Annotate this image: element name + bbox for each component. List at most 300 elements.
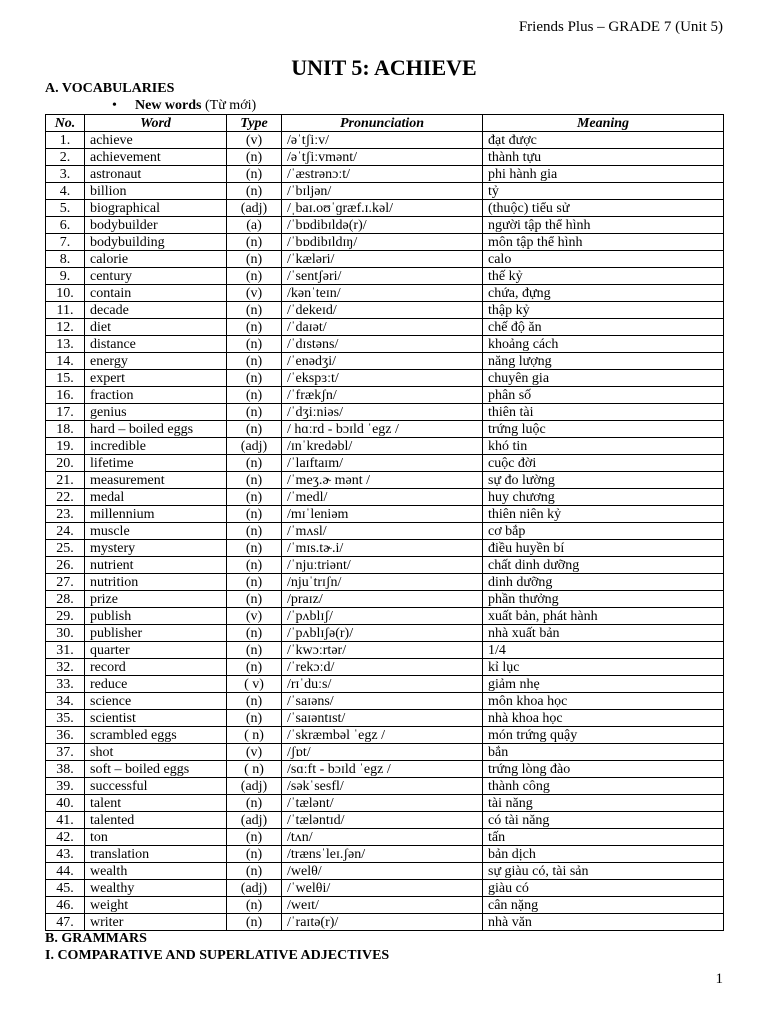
cell-pronunciation: /əˈtʃiːvmənt/: [282, 149, 483, 166]
cell-pronunciation: /ˈdaɪət/: [282, 319, 483, 336]
subsection-heading-comparative: I. COMPARATIVE AND SUPERLATIVE ADJECTIVES: [45, 948, 390, 963]
page-title: UNIT 5: ACHIEVE: [291, 55, 477, 80]
cell-pronunciation: /ˈtæləntɪd/: [282, 812, 483, 829]
cell-word: translation: [85, 846, 227, 863]
cell-pronunciation: /ˈmʌsl/: [282, 523, 483, 540]
cell-type: ( n): [227, 727, 282, 744]
cell-number: 43.: [46, 846, 85, 863]
cell-number: 23.: [46, 506, 85, 523]
cell-meaning: xuất bản, phát hành: [483, 608, 724, 625]
table-row: [46, 676, 724, 693]
table-row: [46, 353, 724, 370]
cell-meaning: kỉ lục: [483, 659, 724, 676]
table-row: [46, 166, 724, 183]
cell-word: scientist: [85, 710, 227, 727]
cell-pronunciation: /weɪt/: [282, 897, 483, 914]
cell-word: expert: [85, 370, 227, 387]
cell-type: ( n): [227, 761, 282, 778]
cell-pronunciation: /ʃɒt/: [282, 744, 483, 761]
cell-pronunciation: /ˈpʌblɪʃ/: [282, 608, 483, 625]
cell-word: achieve: [85, 132, 227, 149]
cell-number: 13.: [46, 336, 85, 353]
cell-number: 46.: [46, 897, 85, 914]
cell-type: (n): [227, 693, 282, 710]
cell-word: talent: [85, 795, 227, 812]
cell-number: 19.: [46, 438, 85, 455]
cell-number: 7.: [46, 234, 85, 251]
cell-meaning: calo: [483, 251, 724, 268]
cell-meaning: trứng lòng đào: [483, 761, 724, 778]
cell-meaning: nhà văn: [483, 914, 724, 931]
cell-word: talented: [85, 812, 227, 829]
cell-pronunciation: /rɪˈduːs/: [282, 676, 483, 693]
cell-word: millennium: [85, 506, 227, 523]
table-row: [46, 183, 724, 200]
cell-meaning: cơ bắp: [483, 523, 724, 540]
table-row: [46, 863, 724, 880]
cell-pronunciation: /ˈæstrənɔːt/: [282, 166, 483, 183]
cell-meaning: khó tin: [483, 438, 724, 455]
cell-meaning: thành tựu: [483, 149, 724, 166]
cell-pronunciation: /ˈrekɔːd/: [282, 659, 483, 676]
cell-meaning: thế kỷ: [483, 268, 724, 285]
cell-pronunciation: /ˈkwɔːrtər/: [282, 642, 483, 659]
cell-pronunciation: /ˈdekeɪd/: [282, 302, 483, 319]
table-row: [46, 506, 724, 523]
cell-type: (adj): [227, 438, 282, 455]
cell-type: (n): [227, 319, 282, 336]
cell-number: 47.: [46, 914, 85, 931]
bullet-icon: •: [112, 98, 117, 113]
cell-word: wealthy: [85, 880, 227, 897]
cell-type: (a): [227, 217, 282, 234]
cell-pronunciation: /ˈsaɪəns/: [282, 693, 483, 710]
table-row: [46, 693, 724, 710]
table-row: [46, 132, 724, 149]
cell-type: ( v): [227, 676, 282, 693]
table-row: [46, 829, 724, 846]
cell-pronunciation: /ˈpʌblɪʃə(r)/: [282, 625, 483, 642]
cell-meaning: huy chương: [483, 489, 724, 506]
new-words-note: (Từ mới): [201, 98, 257, 113]
cell-meaning: khoảng cách: [483, 336, 724, 353]
column-header-type: Type: [227, 115, 282, 132]
table-row: [46, 625, 724, 642]
cell-word: century: [85, 268, 227, 285]
table-row: [46, 778, 724, 795]
cell-number: 3.: [46, 166, 85, 183]
table-row: [46, 421, 724, 438]
cell-meaning: giàu có: [483, 880, 724, 897]
cell-meaning: năng lượng: [483, 353, 724, 370]
cell-word: publisher: [85, 625, 227, 642]
cell-number: 36.: [46, 727, 85, 744]
cell-type: (n): [227, 846, 282, 863]
cell-word: astronaut: [85, 166, 227, 183]
cell-word: medal: [85, 489, 227, 506]
cell-type: (n): [227, 506, 282, 523]
cell-pronunciation: /ˈskræmbəl ˈegz /: [282, 727, 483, 744]
cell-type: (n): [227, 421, 282, 438]
table-row: [46, 319, 724, 336]
cell-pronunciation: /ˈbɒdibɪldə(r)/: [282, 217, 483, 234]
cell-word: reduce: [85, 676, 227, 693]
cell-type: (n): [227, 234, 282, 251]
cell-type: (n): [227, 625, 282, 642]
cell-number: 11.: [46, 302, 85, 319]
table-row: [46, 404, 724, 421]
cell-type: (n): [227, 336, 282, 353]
new-words-label: [135, 98, 256, 114]
cell-pronunciation: /ˈmeʒ.ɚ mənt /: [282, 472, 483, 489]
table-row: [46, 200, 724, 217]
column-header-no: No.: [46, 115, 85, 132]
table-row: [46, 795, 724, 812]
cell-pronunciation: /ˈmɪs.tɚ.i/: [282, 540, 483, 557]
cell-meaning: món trứng quậy: [483, 727, 724, 744]
cell-pronunciation: /mɪˈleniəm: [282, 506, 483, 523]
cell-meaning: nhà xuất bản: [483, 625, 724, 642]
cell-number: 1.: [46, 132, 85, 149]
cell-meaning: chế độ ăn: [483, 319, 724, 336]
cell-word: energy: [85, 353, 227, 370]
cell-word: lifetime: [85, 455, 227, 472]
cell-meaning: môn khoa học: [483, 693, 724, 710]
cell-word: wealth: [85, 863, 227, 880]
cell-number: 12.: [46, 319, 85, 336]
table-row: [46, 268, 724, 285]
cell-meaning: tỷ: [483, 183, 724, 200]
cell-type: (n): [227, 574, 282, 591]
cell-meaning: bản dịch: [483, 846, 724, 863]
cell-type: (n): [227, 659, 282, 676]
table-row: [46, 710, 724, 727]
cell-meaning: chất dinh dưỡng: [483, 557, 724, 574]
cell-number: 30.: [46, 625, 85, 642]
cell-type: (n): [227, 268, 282, 285]
table-row: [46, 455, 724, 472]
cell-number: 31.: [46, 642, 85, 659]
cell-word: achievement: [85, 149, 227, 166]
cell-pronunciation: /ˈenədʒi/: [282, 353, 483, 370]
cell-number: 32.: [46, 659, 85, 676]
cell-number: 15.: [46, 370, 85, 387]
cell-meaning: bắn: [483, 744, 724, 761]
cell-number: 25.: [46, 540, 85, 557]
cell-pronunciation: /ˈraɪtə(r)/: [282, 914, 483, 931]
cell-word: ton: [85, 829, 227, 846]
cell-number: 18.: [46, 421, 85, 438]
cell-number: 4.: [46, 183, 85, 200]
cell-meaning: môn tập thể hình: [483, 234, 724, 251]
cell-type: (adj): [227, 778, 282, 795]
cell-meaning: trứng luộc: [483, 421, 724, 438]
cell-type: (v): [227, 608, 282, 625]
cell-number: 9.: [46, 268, 85, 285]
cell-number: 39.: [46, 778, 85, 795]
table-row: [46, 336, 724, 353]
cell-number: 8.: [46, 251, 85, 268]
cell-word: decade: [85, 302, 227, 319]
table-row: [46, 744, 724, 761]
cell-number: 27.: [46, 574, 85, 591]
cell-number: 21.: [46, 472, 85, 489]
cell-type: (n): [227, 863, 282, 880]
cell-meaning: sự đo lường: [483, 472, 724, 489]
cell-pronunciation: /sɑːft - bɔɪld ˈegz /: [282, 761, 483, 778]
cell-number: 26.: [46, 557, 85, 574]
table-row: [46, 285, 724, 302]
table-row: [46, 761, 724, 778]
cell-meaning: thập kỷ: [483, 302, 724, 319]
cell-type: (n): [227, 251, 282, 268]
cell-meaning: điều huyền bí: [483, 540, 724, 557]
cell-pronunciation: /ˈsaɪəntɪst/: [282, 710, 483, 727]
cell-pronunciation: /trænsˈleɪ.ʃən/: [282, 846, 483, 863]
cell-meaning: đạt được: [483, 132, 724, 149]
table-row: [46, 642, 724, 659]
cell-number: 41.: [46, 812, 85, 829]
cell-number: 6.: [46, 217, 85, 234]
cell-type: (n): [227, 523, 282, 540]
cell-pronunciation: /njuˈtrɪʃn/: [282, 574, 483, 591]
cell-word: mystery: [85, 540, 227, 557]
cell-number: 45.: [46, 880, 85, 897]
table-row: [46, 217, 724, 234]
cell-word: distance: [85, 336, 227, 353]
cell-word: nutrient: [85, 557, 227, 574]
table-row: [46, 370, 724, 387]
cell-type: (n): [227, 302, 282, 319]
cell-type: (n): [227, 795, 282, 812]
table-row: [46, 302, 724, 319]
section-heading-vocabularies: A. VOCABULARIES: [45, 81, 175, 96]
cell-meaning: có tài năng: [483, 812, 724, 829]
cell-pronunciation: /ˈnjuːtriənt/: [282, 557, 483, 574]
table-row: [46, 523, 724, 540]
cell-word: scrambled eggs: [85, 727, 227, 744]
cell-word: calorie: [85, 251, 227, 268]
cell-meaning: dinh dưỡng: [483, 574, 724, 591]
cell-type: (n): [227, 489, 282, 506]
cell-word: nutrition: [85, 574, 227, 591]
cell-type: (n): [227, 897, 282, 914]
table-row: [46, 914, 724, 931]
section-heading-grammars: B. GRAMMARS: [45, 931, 147, 946]
cell-number: 14.: [46, 353, 85, 370]
cell-meaning: chuyên gia: [483, 370, 724, 387]
cell-pronunciation: /ˈmedl/: [282, 489, 483, 506]
page-number: 1: [715, 971, 723, 987]
cell-pronunciation: /ˈfrækʃn/: [282, 387, 483, 404]
cell-word: record: [85, 659, 227, 676]
cell-meaning: giảm nhẹ: [483, 676, 724, 693]
table-row: [46, 557, 724, 574]
cell-pronunciation: /tʌn/: [282, 829, 483, 846]
cell-number: 28.: [46, 591, 85, 608]
cell-number: 44.: [46, 863, 85, 880]
table-header-row: [46, 115, 724, 132]
table-row: [46, 659, 724, 676]
cell-pronunciation: /ˈbɪljən/: [282, 183, 483, 200]
table-row: [46, 149, 724, 166]
cell-pronunciation: /ˈlaɪftaɪm/: [282, 455, 483, 472]
cell-type: (n): [227, 710, 282, 727]
cell-number: 42.: [46, 829, 85, 846]
cell-word: fraction: [85, 387, 227, 404]
cell-meaning: tấn: [483, 829, 724, 846]
table-row: [46, 234, 724, 251]
cell-meaning: người tập thể hình: [483, 217, 724, 234]
cell-number: 20.: [46, 455, 85, 472]
cell-type: (n): [227, 914, 282, 931]
cell-word: measurement: [85, 472, 227, 489]
cell-pronunciation: /kənˈteɪn/: [282, 285, 483, 302]
vocabulary-table-body: [46, 132, 724, 931]
cell-number: 10.: [46, 285, 85, 302]
cell-type: (n): [227, 829, 282, 846]
cell-meaning: cuộc đời: [483, 455, 724, 472]
cell-meaning: nhà khoa học: [483, 710, 724, 727]
cell-pronunciation: /ɪnˈkredəbl/: [282, 438, 483, 455]
cell-number: 29.: [46, 608, 85, 625]
cell-word: shot: [85, 744, 227, 761]
cell-pronunciation: /səkˈsesfl/: [282, 778, 483, 795]
cell-word: bodybuilding: [85, 234, 227, 251]
table-row: [46, 591, 724, 608]
cell-pronunciation: /ˈdʒiːniəs/: [282, 404, 483, 421]
cell-number: 38.: [46, 761, 85, 778]
cell-meaning: phân số: [483, 387, 724, 404]
table-row: [46, 727, 724, 744]
cell-pronunciation: /ˈkæləri/: [282, 251, 483, 268]
table-row: [46, 880, 724, 897]
cell-number: 5.: [46, 200, 85, 217]
cell-meaning: chứa, đựng: [483, 285, 724, 302]
table-row: [46, 438, 724, 455]
cell-word: hard – boiled eggs: [85, 421, 227, 438]
cell-type: (n): [227, 455, 282, 472]
table-row: [46, 387, 724, 404]
cell-pronunciation: /ˈbɒdibɪldɪŋ/: [282, 234, 483, 251]
cell-word: prize: [85, 591, 227, 608]
document-header: Friends Plus – GRADE 7 (Unit 5): [518, 19, 723, 35]
cell-meaning: sự giàu có, tài sản: [483, 863, 724, 880]
cell-type: (n): [227, 166, 282, 183]
table-row: [46, 489, 724, 506]
table-row: [46, 897, 724, 914]
cell-type: (v): [227, 132, 282, 149]
cell-pronunciation: /ˈdɪstəns/: [282, 336, 483, 353]
column-header-meaning: Meaning: [483, 115, 724, 132]
cell-number: 16.: [46, 387, 85, 404]
cell-meaning: thành công: [483, 778, 724, 795]
table-row: [46, 472, 724, 489]
cell-number: 24.: [46, 523, 85, 540]
cell-number: 37.: [46, 744, 85, 761]
cell-word: science: [85, 693, 227, 710]
cell-pronunciation: /əˈtʃiːv/: [282, 132, 483, 149]
cell-meaning: phần thưởng: [483, 591, 724, 608]
cell-pronunciation: /welθ/: [282, 863, 483, 880]
cell-type: (n): [227, 183, 282, 200]
cell-word: soft – boiled eggs: [85, 761, 227, 778]
cell-word: quarter: [85, 642, 227, 659]
cell-pronunciation: / hɑːrd - bɔɪld ˈegz /: [282, 421, 483, 438]
cell-pronunciation: /praɪz/: [282, 591, 483, 608]
column-header-pronunciation: Pronunciation: [282, 115, 483, 132]
new-words-bold: New words: [135, 98, 202, 113]
cell-meaning: (thuộc) tiểu sử: [483, 200, 724, 217]
cell-meaning: tài năng: [483, 795, 724, 812]
cell-number: 2.: [46, 149, 85, 166]
cell-word: diet: [85, 319, 227, 336]
table-row: [46, 251, 724, 268]
cell-type: (adj): [227, 812, 282, 829]
cell-word: publish: [85, 608, 227, 625]
cell-type: (n): [227, 149, 282, 166]
cell-word: contain: [85, 285, 227, 302]
cell-pronunciation: /ˌbaɪ.oʊˈɡræf.ɪ.kəl/: [282, 200, 483, 217]
cell-type: (n): [227, 591, 282, 608]
cell-word: incredible: [85, 438, 227, 455]
cell-number: 34.: [46, 693, 85, 710]
cell-type: (n): [227, 557, 282, 574]
cell-type: (n): [227, 472, 282, 489]
cell-type: (v): [227, 744, 282, 761]
cell-type: (n): [227, 642, 282, 659]
cell-word: successful: [85, 778, 227, 795]
cell-pronunciation: /ˈsentʃəri/: [282, 268, 483, 285]
table-row: [46, 608, 724, 625]
cell-word: bodybuilder: [85, 217, 227, 234]
cell-word: muscle: [85, 523, 227, 540]
cell-meaning: cân nặng: [483, 897, 724, 914]
cell-pronunciation: /ˈtælənt/: [282, 795, 483, 812]
cell-type: (n): [227, 404, 282, 421]
cell-pronunciation: /ˈekspɜːt/: [282, 370, 483, 387]
cell-type: (n): [227, 387, 282, 404]
cell-type: (n): [227, 540, 282, 557]
column-header-word: Word: [85, 115, 227, 132]
cell-type: (adj): [227, 880, 282, 897]
cell-word: genius: [85, 404, 227, 421]
table-row: [46, 574, 724, 591]
cell-number: 22.: [46, 489, 85, 506]
table-row: [46, 812, 724, 829]
cell-meaning: 1/4: [483, 642, 724, 659]
table-row: [46, 846, 724, 863]
cell-number: 40.: [46, 795, 85, 812]
cell-number: 35.: [46, 710, 85, 727]
cell-type: (v): [227, 285, 282, 302]
cell-type: (adj): [227, 200, 282, 217]
table-row: [46, 540, 724, 557]
cell-word: biographical: [85, 200, 227, 217]
cell-type: (n): [227, 370, 282, 387]
cell-meaning: phi hành gia: [483, 166, 724, 183]
cell-type: (n): [227, 353, 282, 370]
cell-meaning: thiên niên kỷ: [483, 506, 724, 523]
cell-word: weight: [85, 897, 227, 914]
cell-number: 33.: [46, 676, 85, 693]
cell-word: writer: [85, 914, 227, 931]
cell-pronunciation: /ˈwelθi/: [282, 880, 483, 897]
vocabulary-table: [45, 114, 724, 931]
cell-word: billion: [85, 183, 227, 200]
cell-number: 17.: [46, 404, 85, 421]
cell-meaning: thiên tài: [483, 404, 724, 421]
